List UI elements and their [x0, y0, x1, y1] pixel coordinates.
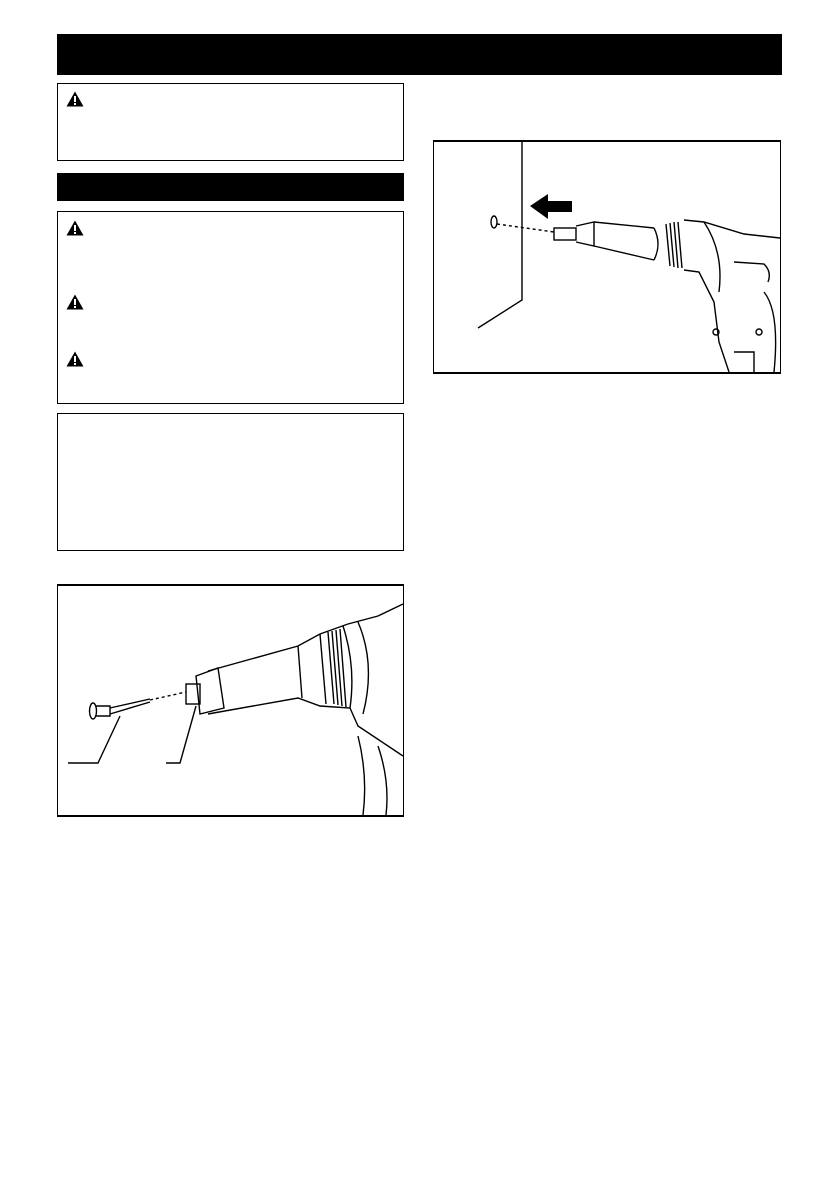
note-box	[57, 413, 404, 551]
figure-rivet-insertion	[57, 584, 404, 817]
warning-triangle-icon	[66, 351, 84, 367]
warning-box	[57, 211, 404, 404]
figure-rivet-insertion-drawing	[58, 586, 403, 815]
figure-gun-to-workpiece	[433, 140, 781, 374]
caution-box	[57, 83, 404, 161]
warning-triangle-icon	[66, 220, 84, 236]
section-header-bar	[57, 34, 782, 75]
figure-gun-to-workpiece-drawing	[434, 142, 780, 372]
arrow-left-icon	[530, 194, 572, 219]
warning-triangle-icon	[66, 91, 84, 107]
subsection-header-bar	[57, 173, 404, 201]
warning-triangle-icon	[66, 294, 84, 310]
